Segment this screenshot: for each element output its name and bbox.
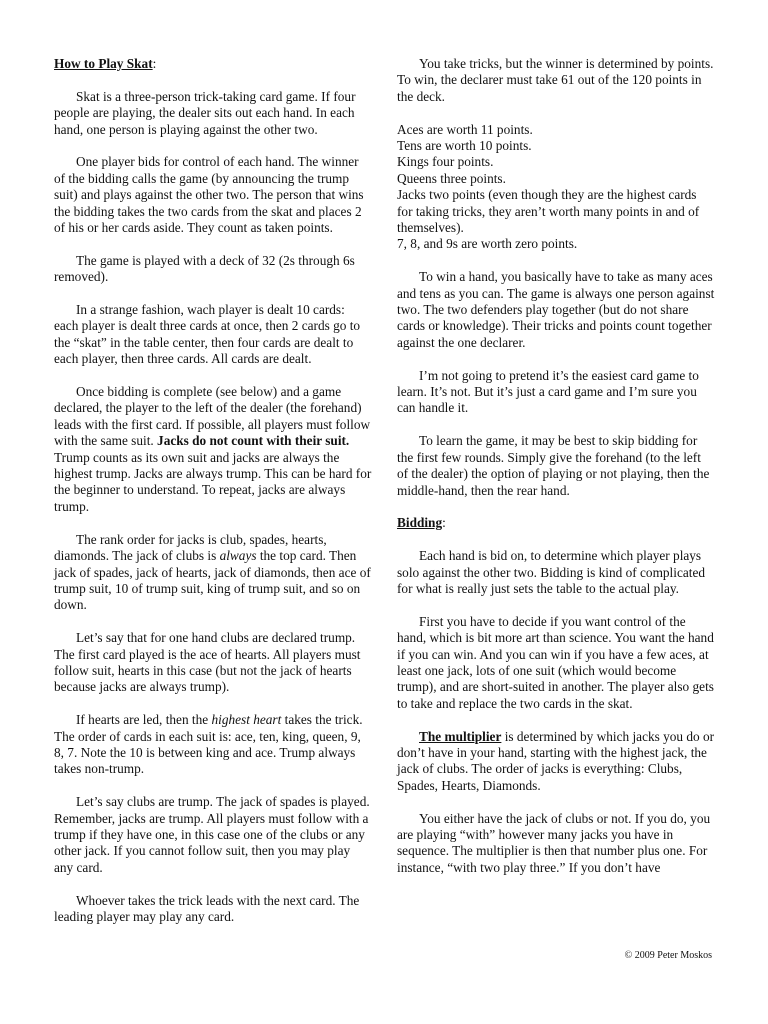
title-line	[54, 56, 372, 72]
bidding-heading-line	[397, 515, 715, 531]
text-run: The rank order for jacks is club, spades, hearts, diamonds. The jack of clubs is	[54, 531, 327, 564]
bidding-heading: Bidding	[397, 515, 443, 531]
paragraph-scoring: You take tricks, but the winner is determined by points. To win, the declarer must take 61 out of the 120 points in the deck.	[397, 56, 714, 104]
paragraph-multiplier	[397, 729, 715, 795]
points-item: Jacks two points (even though they are the highest cards for taking tricks, they aren’t worth many points in and of themselves).	[397, 187, 700, 236]
paragraph-intro: Skat is a three-person trick-taking card game. If four people are playing, the dealer sits out each hand. In each hand, one person is playing against the other two.	[54, 88, 356, 137]
text-run: If hearts are led, then the	[76, 712, 212, 728]
paragraph-hearts-led	[54, 712, 372, 778]
multiplier-term: The multiplier	[419, 728, 502, 744]
paragraph-difficulty: I’m not going to pretend it’s the easiest card game to learn. It’s not. But it’s just a card game and I’m sure you can handle it.	[397, 367, 699, 416]
paragraph-example-clubs: Let’s say that for one hand clubs are declared trump. The first card played is the ace of hearts. All players must follow suit, hearts in this case (but not the jack of hearts because jacks are always trump).	[54, 630, 361, 695]
points-item: Kings four points.	[397, 154, 494, 170]
paragraph-win-hand: To win a hand, you basically have to take as many aces and tens as you can. The game is always one person against two. The two defenders play together (but do not share cards or knowledge). Their tricks and points count together against the one declarer.	[397, 269, 715, 350]
text-run: is determined by which jacks you do or don’t have in your hand, starting with the highest jack, the jack of clubs. The order of jacks is everything: Clubs, Spades, Hearts, Diamonds.	[397, 728, 715, 793]
jacks-rule-bold: Jacks do not count with their suit.	[157, 433, 350, 449]
paragraph-bid-intro: Each hand is bid on, to determine which player plays solo against the other two. Bidding is kind of complicated for what is really just sets the table to the actual play.	[397, 548, 705, 596]
paragraph-bidding-control: One player bids for control of each hand. The winner of the bidding calls the game (by announcing the trump suit) and plays against the other two. The person that wins the bidding takes the two cards from the skat and places 2 of his or her cards aside. They count as taken points.	[54, 154, 364, 236]
points-item: Tens are worth 10 points.	[397, 138, 532, 154]
points-item: Aces are worth 11 points.	[397, 121, 533, 137]
title-colon: :	[152, 56, 157, 71]
copyright-footer: © 2009 Peter Moskos	[624, 950, 712, 961]
page-title: How to Play Skat	[54, 56, 153, 71]
points-list	[397, 122, 715, 253]
paragraph-with-jacks: You either have the jack of clubs or not. If you do, you are playing “with” however many jacks you have in sequence. The multiplier is then that number plus one. For instance, “with two play three.” If you don’t have	[397, 810, 711, 875]
text-run: Trump counts as its own suit and jacks are always the highest trump. Jacks are always trump. This can be hard for the beginner to understand. To repeat, jacks are always trump.	[54, 449, 372, 514]
text-run: Once bidding is complete (see below) and a game declared, the player to the left of the dealer (the forehand) leads with the first card. If possible, all players must follow with the same suit.	[54, 384, 371, 449]
highest-heart-italic: highest heart	[211, 712, 282, 728]
right-column	[397, 56, 715, 893]
paragraph-control-decision: First you have to decide if you want control of the hand, which is bit more art than science. You want the hand if you can win. And you can win if you have a few aces, at least one jack, lots of one suit (which would become trump), and are short-suited in another. The player also gets to take and replace the two cards in the skat.	[397, 613, 714, 711]
paragraph-following-suit	[54, 384, 372, 515]
paragraph-jack-rank	[54, 532, 372, 614]
paragraph-next-trick: Whoever takes the trick leads with the next card. The leading player may play any card.	[54, 892, 360, 924]
paragraph-jack-of-spades: Let’s say clubs are trump. The jack of spades is played. Remember, jacks are trump. All players must follow with a trump if they have one, in this case one of the clubs or any other jack. If you cannot follow suit, then you may play any card.	[54, 794, 370, 875]
bidding-colon: :	[442, 515, 446, 531]
paragraph-dealing: In a strange fashion, wach player is dealt 10 cards: each player is dealt three cards at once, then 2 cards go to the “skat” in the table center, then four cards are dealt to each player, then three cards. All cards are dealt.	[54, 302, 361, 367]
paragraph-learning: To learn the game, it may be best to skip bidding for the first few rounds. Simply give the forehand (to the left of the dealer) the option of playing or not playing, then the middle-hand, then the rear hand.	[397, 433, 710, 498]
left-column	[54, 56, 372, 942]
points-item: Queens three points.	[397, 170, 506, 186]
text-run: takes the trick. The order of cards in each suit is: ace, ten, king, queen, 9, 8, 7. Note the 10 is between king and ace. Trump always takes non-trump.	[54, 712, 363, 777]
always-italic: always	[219, 548, 257, 564]
points-item: 7, 8, and 9s are worth zero points.	[397, 236, 578, 252]
paragraph-deck: The game is played with a deck of 32 (2s through 6s removed).	[54, 252, 355, 285]
text-run: the top card. Then jack of spades, jack of hearts, jack of diamonds, then ace of trump suit, 10 of trump suit, king of trump suit, and so on down.	[54, 548, 371, 613]
